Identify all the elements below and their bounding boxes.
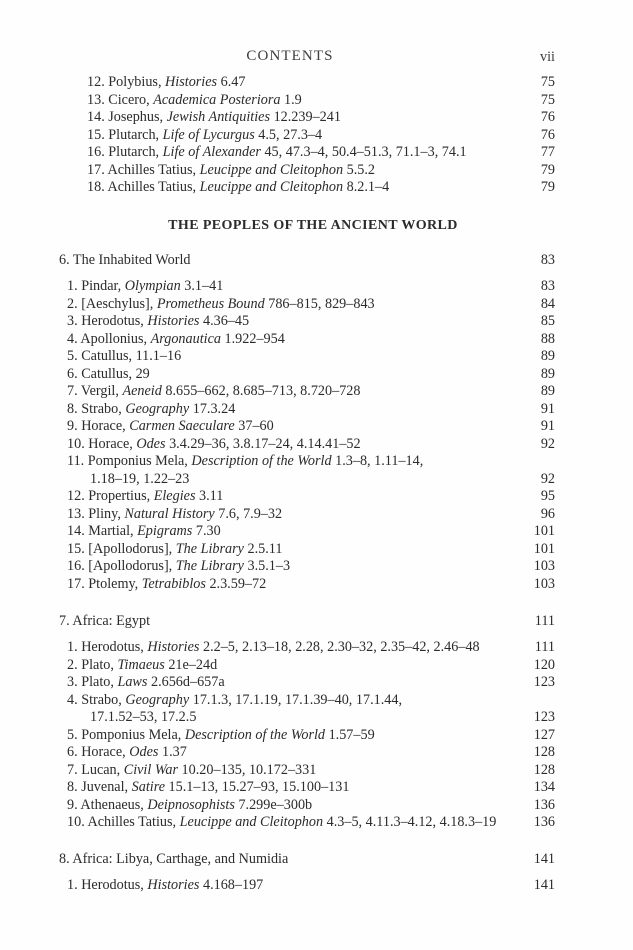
- work-title: Aeneid: [122, 383, 162, 399]
- toc-entry: [87, 144, 555, 162]
- toc-entry: [67, 348, 555, 366]
- entry-text: 15. Plutarch, Life of Lycurgus 4.5, 27.3–4: [87, 126, 323, 143]
- toc-entry: [67, 523, 555, 541]
- work-title: Geography: [125, 691, 190, 708]
- entry-text: 2. Plato, Timaeus 21e–24d: [67, 656, 218, 673]
- toc-entry: [67, 692, 555, 710]
- entry-text: 18. Achilles Tatius, Leucippe and Cleitophon 8.2.1–4: [87, 179, 390, 195]
- part-title: THE PEOPLES OF THE ANCIENT WORLD: [168, 218, 458, 233]
- chapter-section-8: [59, 851, 555, 895]
- page-number: 88: [540, 330, 555, 347]
- work-title: Carmen Saeculare: [129, 418, 235, 434]
- entry-text: 16. [Apollodorus], The Library 3.5.1–3: [67, 558, 291, 574]
- entry-text: 14. Martial, Epigrams 7.30: [67, 523, 221, 539]
- work-title: Tetrabiblos: [141, 575, 206, 592]
- entry-text: 3. Plato, Laws 2.656d–657a: [67, 674, 225, 690]
- page-number: 89: [540, 365, 555, 382]
- page-number: 95: [540, 488, 555, 504]
- page-number: 101: [533, 540, 555, 557]
- work-title: Life of Alexander: [162, 144, 261, 160]
- toc-entry: [67, 639, 555, 657]
- page-number: 79: [540, 161, 555, 178]
- entry-text: 5. Pomponius Mela, Description of the World 1.57–59: [67, 726, 375, 743]
- work-title: Jewish Antiquities: [166, 109, 271, 125]
- toc-entry: [67, 383, 555, 401]
- work-title: Satire: [131, 779, 165, 795]
- toc-entry: [67, 541, 555, 559]
- entry-text: 5. Catullus, 11.1–16: [67, 348, 182, 364]
- toc-entry: [67, 762, 555, 780]
- work-title: Prometheus Bound: [156, 295, 265, 312]
- page-number: 75: [540, 74, 555, 90]
- work-title: Laws: [117, 674, 148, 690]
- toc-entry: [87, 92, 555, 110]
- page-number: 128: [533, 744, 555, 760]
- entry-text: 1. Herodotus, Histories 2.2–5, 2.13–18, 2.28, 2.30–32, 2.35–42, 2.46–48: [67, 639, 480, 655]
- running-head: [0, 48, 633, 68]
- entry-text: 14. Josephus, Jewish Antiquities 12.239–241: [87, 109, 341, 125]
- page-number: 84: [540, 295, 555, 312]
- entry-text: 6. Horace, Odes 1.37: [67, 744, 187, 760]
- entry-text: 16. Plutarch, Life of Alexander 45, 47.3–4, 50.4–51.3, 71.1–3, 74.1: [87, 144, 467, 160]
- work-title: Description of the World: [184, 726, 326, 743]
- entry-text: 8. Strabo, Geography 17.3.24: [67, 400, 236, 417]
- toc-entry: [67, 296, 555, 314]
- toc-entry: [67, 779, 555, 797]
- page-number: 134: [533, 779, 555, 795]
- page-number: 120: [533, 656, 555, 673]
- page-number: 128: [533, 761, 555, 778]
- toc-entry: [67, 278, 555, 296]
- toc-entry: [87, 74, 555, 92]
- page-number: 89: [540, 348, 555, 364]
- work-title: Geography: [125, 400, 190, 417]
- toc-entry: [87, 109, 555, 127]
- work-title: Natural History: [124, 505, 215, 522]
- work-title: Elegies: [153, 488, 196, 504]
- work-title: Leucippe and Cleitophon: [179, 814, 324, 830]
- entry-text: 13. Cicero, Academica Posteriora 1.9: [87, 91, 302, 108]
- entry-text: 12. Polybius, Histories 6.47: [87, 74, 246, 90]
- work-title: Argonautica: [150, 330, 221, 347]
- work-title: Odes: [129, 744, 159, 760]
- chapter-heading: [59, 851, 555, 869]
- toc-entry: [67, 331, 555, 349]
- toc-entry: [67, 674, 555, 692]
- page-number: 141: [533, 877, 555, 893]
- work-title: Leucippe and Cleitophon: [199, 161, 344, 178]
- page-number: 89: [540, 383, 555, 399]
- toc-entry: [67, 366, 555, 384]
- toc-entry: [67, 488, 555, 506]
- page-number: 103: [533, 575, 555, 592]
- page-number: 141: [533, 851, 555, 867]
- entry-text: 10. Horace, Odes 3.4.29–36, 3.8.17–24, 4.14.41–52: [67, 435, 361, 452]
- work-title: Odes: [136, 435, 166, 452]
- page-number: 76: [540, 109, 555, 125]
- toc-entry-continuation: [67, 471, 555, 489]
- chapter-entries: [59, 639, 555, 832]
- work-title: Civil War: [123, 761, 178, 778]
- toc-entry: [67, 744, 555, 762]
- entry-text: 10. Achilles Tatius, Leucippe and Cleitophon 4.3–5, 4.11.3–4.12, 4.18.3–19: [67, 814, 497, 830]
- page-number: 123: [533, 674, 555, 690]
- page-number: 79: [540, 179, 555, 195]
- work-title: Timaeus: [117, 656, 165, 673]
- toc-entry: [67, 576, 555, 594]
- running-head-title: CONTENTS: [246, 48, 334, 64]
- page-number: 75: [540, 91, 555, 108]
- work-title: Histories: [165, 74, 218, 90]
- page-number: 92: [540, 435, 555, 452]
- work-title: Academica Posteriora: [153, 91, 281, 108]
- page-number: 101: [533, 523, 555, 539]
- work-title: Leucippe and Cleitophon: [199, 179, 344, 195]
- entry-text: 12. Propertius, Elegies 3.11: [67, 488, 224, 504]
- page-number: 91: [540, 400, 555, 417]
- page-number: 92: [540, 470, 555, 487]
- toc-entry: [67, 657, 555, 675]
- entry-text: 8. Juvenal, Satire 15.1–13, 15.27–93, 15.100–131: [67, 779, 350, 795]
- toc-entry: [67, 453, 555, 471]
- work-title: The Library: [175, 540, 244, 557]
- page-number: 127: [533, 726, 555, 743]
- toc-entry: [87, 162, 555, 180]
- entry-text: 9. Horace, Carmen Saeculare 37–60: [67, 418, 274, 434]
- page-number: 91: [540, 418, 555, 434]
- toc-entry: [67, 558, 555, 576]
- chapter-section-7: [59, 613, 555, 832]
- page-number: 85: [540, 313, 555, 329]
- toc-entry: [67, 814, 555, 832]
- page-number: 103: [533, 558, 555, 574]
- continued-entries-list: [87, 74, 555, 197]
- work-title: The Library: [175, 558, 244, 574]
- entry-text: 13. Pliny, Natural History 7.6, 7.9–32: [67, 505, 283, 522]
- work-title: Histories: [147, 639, 200, 655]
- toc-entry: [67, 401, 555, 419]
- entry-text: 2. [Aeschylus], Prometheus Bound 786–815, 829–843: [67, 295, 375, 312]
- work-title: Histories: [147, 877, 200, 893]
- entry-text: 1. Pindar, Olympian 3.1–41: [67, 278, 224, 294]
- toc-entry: [67, 418, 555, 436]
- chapter-section-6: [59, 252, 555, 593]
- toc-entry: [87, 127, 555, 145]
- work-title: Epigrams: [137, 523, 193, 539]
- page-number: 136: [533, 814, 555, 830]
- chapter-heading: [59, 613, 555, 631]
- entry-text: 7. Vergil, Aeneid 8.655–662, 8.685–713, 8.720–728: [67, 383, 361, 399]
- toc-entry: [67, 797, 555, 815]
- entry-text: 6. Catullus, 29: [67, 365, 150, 382]
- entry-text: 11. Pomponius Mela, Description of the World 1.3–8, 1.11–14,: [67, 453, 424, 469]
- page-number: 123: [533, 709, 555, 725]
- work-title: Description of the World: [191, 453, 332, 469]
- toc-entry: [87, 179, 555, 197]
- entry-text: 17.1.52–53, 17.2.5: [90, 709, 197, 725]
- work-title: Life of Lycurgus: [162, 126, 255, 143]
- page-number: 77: [540, 144, 555, 160]
- entry-text: 4. Strabo, Geography 17.1.3, 17.1.19, 17.1.39–40, 17.1.44,: [67, 691, 402, 708]
- work-title: Histories: [147, 313, 200, 329]
- chapter-entries: [59, 877, 555, 895]
- entry-text: 17. Achilles Tatius, Leucippe and Cleitophon 5.5.2: [87, 161, 375, 178]
- page-number: 76: [540, 126, 555, 143]
- entry-text: 17. Ptolemy, Tetrabiblos 2.3.59–72: [67, 575, 267, 592]
- chapter-label: 8. Africa: Libya, Carthage, and Numidia: [59, 851, 289, 867]
- entry-text: 9. Athenaeus, Deipnosophists 7.299e–300b: [67, 796, 313, 813]
- chapter-label: 6. The Inhabited World: [59, 252, 191, 268]
- work-title: Olympian: [124, 278, 181, 294]
- work-title: Deipnosophists: [147, 796, 235, 813]
- toc-entry: [67, 877, 555, 895]
- toc-entry: [67, 436, 555, 454]
- chapter-entries: [59, 278, 555, 593]
- entry-text: 15. [Apollodorus], The Library 2.5.11: [67, 540, 283, 557]
- entry-text: 1.18–19, 1.22–23: [90, 470, 190, 487]
- page-number: 111: [534, 639, 555, 655]
- toc-entry: [67, 727, 555, 745]
- toc-entry: [67, 506, 555, 524]
- toc-entry: [67, 313, 555, 331]
- entry-text: 4. Apollonius, Argonautica 1.922–954: [67, 330, 285, 347]
- entry-text: 1. Herodotus, Histories 4.168–197: [67, 877, 264, 893]
- page-number: 83: [540, 252, 555, 268]
- entry-text: 3. Herodotus, Histories 4.36–45: [67, 313, 250, 329]
- page-number: 136: [533, 796, 555, 813]
- page-number: 96: [540, 505, 555, 522]
- entry-text: 7. Lucan, Civil War 10.20–135, 10.172–331: [67, 761, 317, 778]
- toc-entry-continuation: [67, 709, 555, 727]
- chapter-label: 7. Africa: Egypt: [59, 613, 151, 629]
- chapter-heading: [59, 252, 555, 270]
- page-number: 83: [540, 278, 555, 294]
- page-number: 111: [534, 613, 555, 629]
- page-folio: vii: [540, 49, 555, 65]
